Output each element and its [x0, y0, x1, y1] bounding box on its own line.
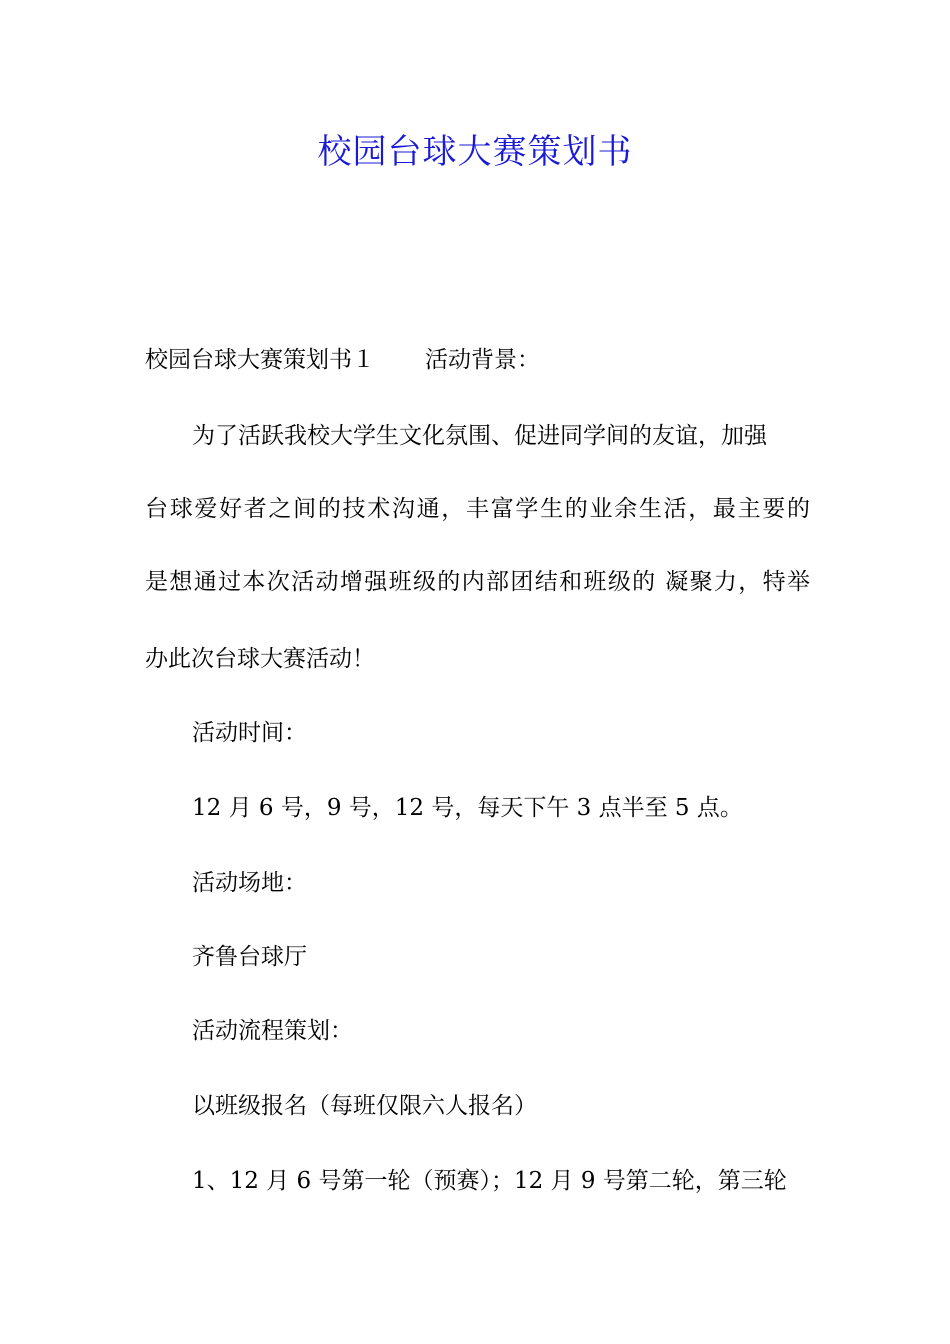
background-line-2: 台球爱好者之间的技术沟通，丰富学生的业余生活，最主要的 [145, 496, 810, 522]
registration-line: 以班级报名（每班仅限六人报名） [192, 1093, 537, 1119]
heading-prefix: 校园台球大赛策划书１ [145, 347, 375, 373]
process-label: 活动流程策划： [192, 1018, 353, 1044]
section-heading [145, 344, 810, 376]
background-line-3: 是想通过本次活动增强班级的内部团结和班级的 凝聚力，特举 [145, 569, 810, 595]
venue-value: 齐鲁台球厅 [192, 944, 307, 970]
time-value: 12 月 6 号，9 号，12 号，每天下午 3 点半至 5 点。 [192, 795, 743, 821]
time-label: 活动时间： [192, 720, 307, 746]
schedule-line: 1、12 月 6 号第一轮（预赛）；12 月 9 号第二轮，第三轮 [192, 1168, 787, 1194]
venue-label: 活动场地： [192, 870, 307, 896]
heading-label: 活动背景： [425, 347, 540, 373]
document-title: 校园台球大赛策划书 [317, 132, 633, 172]
background-line-1: 为了活跃我校大学生文化氛围、促进同学间的友谊，加强 [192, 423, 767, 449]
background-line-4: 办此次台球大赛活动！ [145, 646, 375, 672]
